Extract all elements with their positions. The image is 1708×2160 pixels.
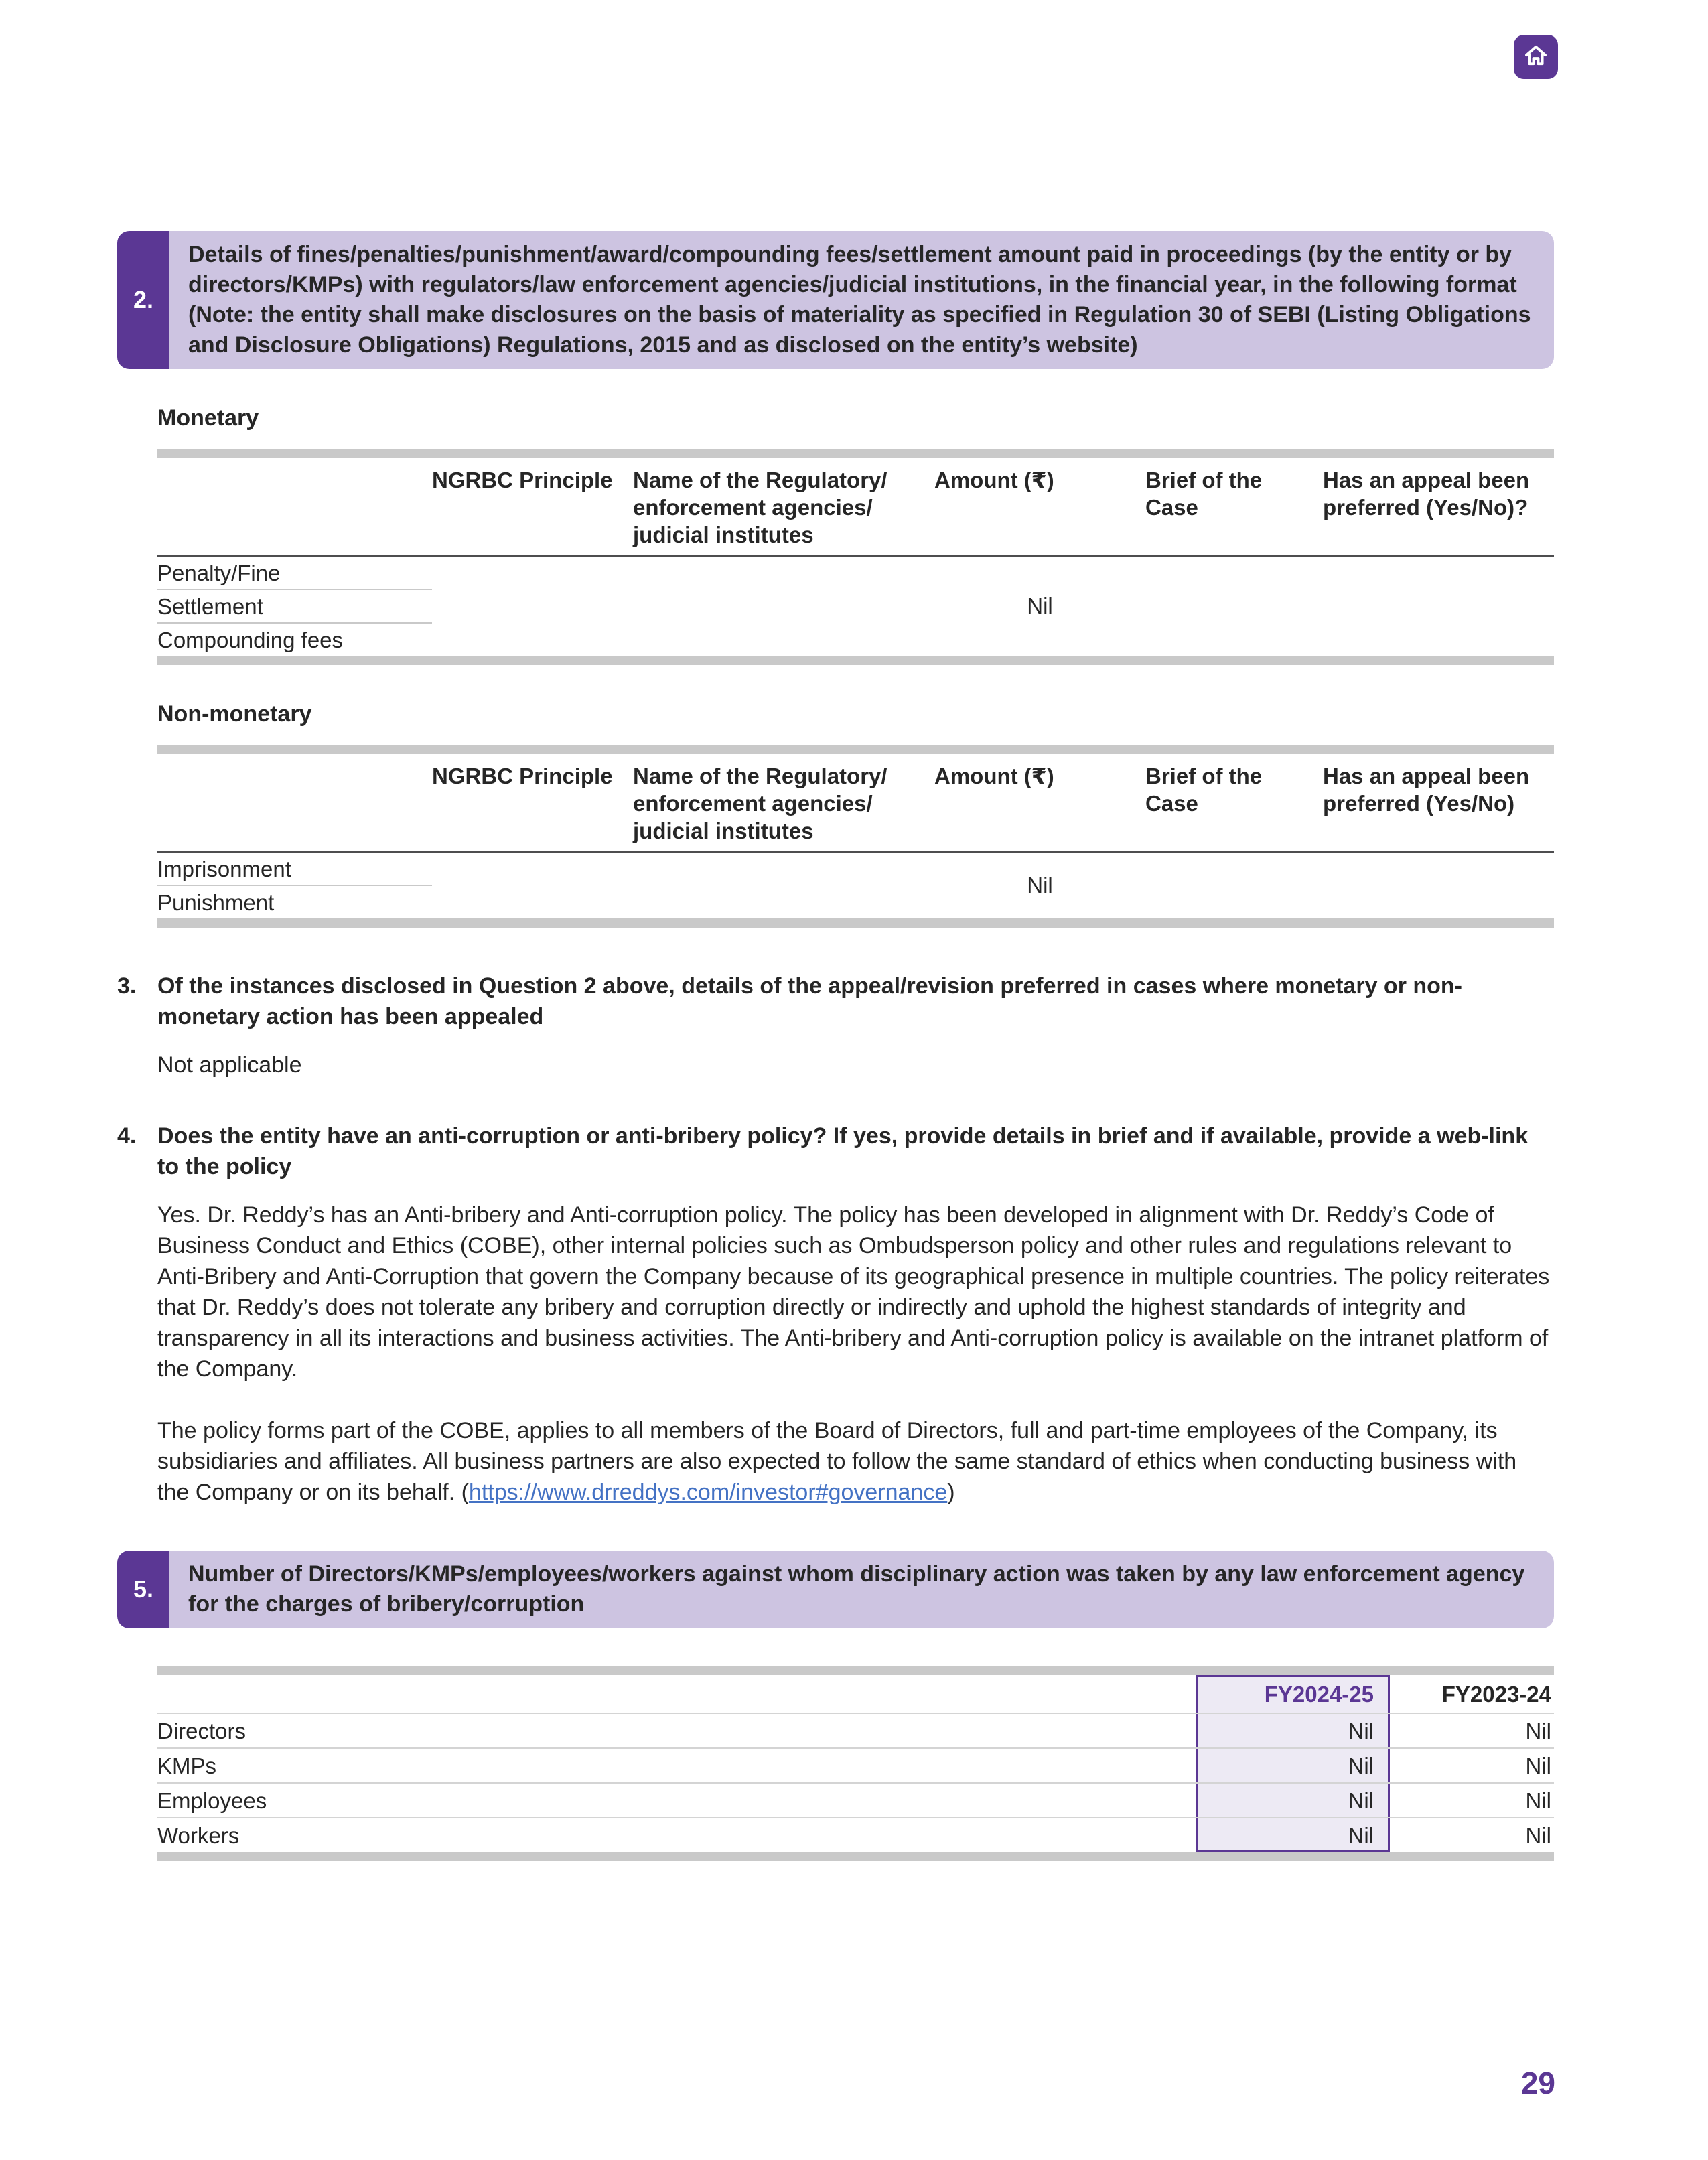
- question-4-number: 4.: [117, 1123, 137, 1149]
- column-header-appeal-preferred: Has an appeal been preferred (Yes/No)?: [1323, 467, 1530, 520]
- table-row-compounding-fees: Compounding fees: [157, 628, 344, 652]
- question-5-text: Number of Directors/KMPs/employees/workers against whom disciplinary action was taken by any law enforcement agency for the charges of bribery/corruption: [169, 1551, 1554, 1628]
- fy2023-24-value: Nil: [1525, 1753, 1551, 1778]
- column-header-brief-of-case: Brief of the Case: [1145, 467, 1263, 520]
- row-label: KMPs: [157, 1753, 217, 1778]
- fy2024-25-value: Nil: [1348, 1753, 1374, 1778]
- monetary-heading: Monetary: [157, 405, 259, 431]
- column-header-ngrbc-principle: NGRBC Principle: [432, 467, 613, 492]
- non-monetary-heading: Non-monetary: [157, 701, 312, 727]
- table-top-band: [157, 745, 1554, 754]
- column-header-ngrbc-principle: NGRBC Principle: [432, 764, 613, 788]
- question-3-answer: Not applicable: [157, 1052, 302, 1078]
- table-row-punishment: Punishment: [157, 890, 275, 915]
- table-row-kmps: [157, 1747, 1554, 1782]
- column-header-blank: [157, 466, 432, 549]
- row-label: Workers: [157, 1823, 240, 1848]
- paragraph-text: The policy forms part of the COBE, applies to all members of the Board of Directors, full and part-time employees of the Company, its subsidiaries and affiliates. All business partners are also expected to follow the same standard of ethics when conducting business with the Company or on its behalf. (: [157, 1418, 1517, 1505]
- column-header-blank: [157, 762, 432, 845]
- governance-link[interactable]: https://www.drreddys.com/investor#governance: [468, 1480, 948, 1505]
- page-number: 29: [1520, 2066, 1555, 2100]
- column-header-amount: Amount (₹): [934, 467, 1054, 492]
- page-content: [117, 0, 1554, 1861]
- table-row-penalty-fine: Penalty/Fine: [157, 557, 432, 590]
- paragraph-text: ): [947, 1480, 955, 1505]
- question-5-number: 5.: [117, 1551, 169, 1628]
- row-label: Employees: [157, 1788, 267, 1813]
- non-monetary-table: [157, 745, 1554, 928]
- question-2-band: [117, 231, 1554, 369]
- column-header-regulatory-agency: Name of the Regulatory/ enforcement agencies/ judicial institutes: [633, 467, 887, 547]
- table-row-workers: [157, 1817, 1554, 1852]
- column-header-brief-of-case: Brief of the Case: [1145, 764, 1263, 816]
- column-header-appeal-preferred: Has an appeal been preferred (Yes/No): [1323, 764, 1530, 816]
- disciplinary-action-table: [157, 1666, 1554, 1861]
- non-monetary-nil-value: Nil: [1027, 873, 1053, 897]
- column-header-amount: Amount (₹): [934, 764, 1054, 788]
- table-row-directors: [157, 1713, 1554, 1747]
- question-5-band: [117, 1551, 1554, 1628]
- disciplinary-table-header-row: [157, 1675, 1554, 1713]
- monetary-nil-value: Nil: [1027, 593, 1053, 618]
- fy2024-25-value: Nil: [1348, 1823, 1374, 1848]
- fy2023-24-value: Nil: [1525, 1719, 1551, 1743]
- column-header-fy2023-24: FY2023-24: [1441, 1682, 1551, 1707]
- question-4: [117, 1121, 1554, 1182]
- question-4-answer-paragraph-2: [157, 1415, 1554, 1508]
- question-4-answer-paragraph-1: Yes. Dr. Reddy’s has an Anti-bribery and Anti-corruption policy. The policy has been developed in alignment with Dr. Reddy’s Code of Business Conduct and Ethics (COBE), other internal policies such as Ombudsperson policy and other rules and regulations relevant to Anti-Bribery and Anti-Corruption that govern the Company because of its geographical presence in multiple countries. The policy reiterates that Dr. Reddy’s does not tolerate any bribery and corruption directly or indirectly and uphold the highest standards of integrity and transparency in all its interactions and business activities. The Anti-bribery and Anti-corruption policy is available on the intranet platform of the Company.: [157, 1202, 1550, 1382]
- non-monetary-table-body: [157, 853, 1554, 918]
- table-bottom-band: [157, 1852, 1554, 1861]
- question-2-number: 2.: [117, 231, 169, 369]
- table-bottom-band: [157, 918, 1554, 928]
- table-top-band: [157, 449, 1554, 458]
- monetary-table-body: [157, 557, 1554, 656]
- column-header-fy2024-25: FY2024-25: [1264, 1682, 1374, 1707]
- table-row-employees: [157, 1782, 1554, 1817]
- monetary-table-header-row: [157, 458, 1554, 557]
- table-row-imprisonment: Imprisonment: [157, 853, 432, 886]
- question-4-text: Does the entity have an anti-corruption or anti-bribery policy? If yes, provide details in brief and if available, provide a web-link to the policy: [157, 1123, 1528, 1179]
- monetary-table: [157, 449, 1554, 665]
- column-header-regulatory-agency: Name of the Regulatory/ enforcement agencies/ judicial institutes: [633, 764, 887, 843]
- fy2024-25-value: Nil: [1348, 1788, 1374, 1813]
- table-row-settlement: Settlement: [157, 590, 432, 624]
- question-3: [117, 970, 1554, 1032]
- fy2023-24-value: Nil: [1525, 1788, 1551, 1813]
- row-label: Directors: [157, 1719, 246, 1743]
- table-bottom-band: [157, 656, 1554, 665]
- question-2-text: Details of fines/penalties/punishment/award/compounding fees/settlement amount paid in proceedings (by the entity or by directors/KMPs) with regulators/law enforcement agencies/judicial institutions, in the financial year, in the following format (Note: the entity shall make disclosures on the basis of materiality as specified in Regulation 30 of SEBI (Listing Obligations and Disclosure Obligations) Regulations, 2015 and as disclosed on the entity’s website): [169, 231, 1554, 369]
- question-3-number: 3.: [117, 973, 137, 999]
- fy2024-25-value: Nil: [1348, 1719, 1374, 1743]
- fy2023-24-value: Nil: [1525, 1823, 1551, 1848]
- question-3-text: Of the instances disclosed in Question 2 above, details of the appeal/revision preferred in cases where monetary or non-monetary action has been appealed: [157, 973, 1462, 1029]
- table-top-band: [157, 1666, 1554, 1675]
- non-monetary-table-header-row: [157, 754, 1554, 853]
